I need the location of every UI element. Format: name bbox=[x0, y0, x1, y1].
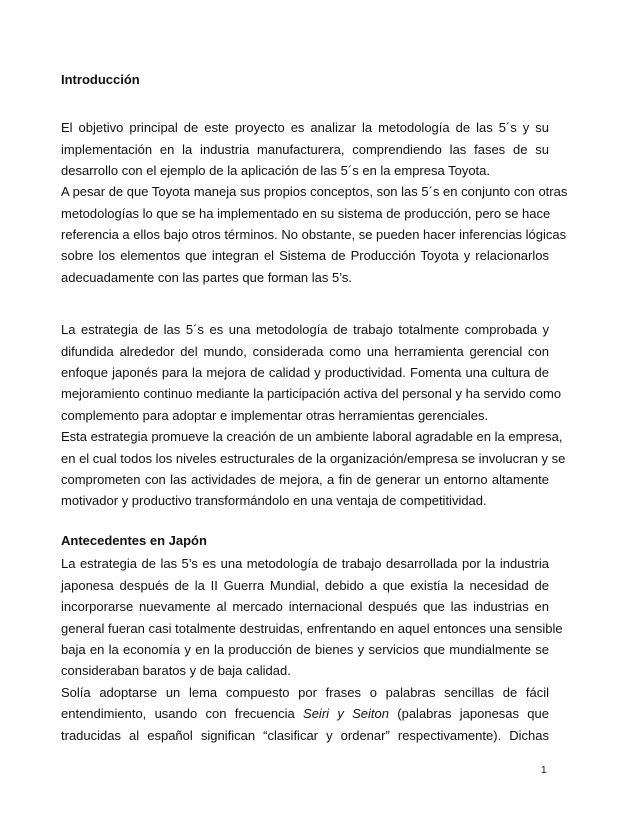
japan-heading: Antecedentes en Japón bbox=[61, 533, 207, 548]
text-line: motivador y productivo transformándolo en una ventaja de competitividad. bbox=[61, 493, 487, 508]
text-line: metodologías lo que se ha implementado en su sistema de producción, pero se hace bbox=[61, 206, 551, 221]
text-segment: entendimiento, usando con frecuencia bbox=[61, 706, 304, 721]
text-line: El objetivo principal de este proyecto es analizar la metodología de las 5´s y su bbox=[61, 120, 549, 135]
text-segment: (palabras japonesas que bbox=[388, 706, 550, 721]
text-line: A pesar de que Toyota maneja sus propios conceptos, son las 5´s en conjunto con otras bbox=[61, 184, 568, 199]
text-line: traducidas al español significan “clasificar y ordenar” respectivamente). Dichas bbox=[61, 728, 549, 743]
text-line: adecuadamente con las partes que forman las 5’s. bbox=[61, 270, 352, 285]
text-line: mejoramiento continuo mediante la participación activa del personal y ha servido como bbox=[61, 386, 562, 401]
text-line: Esta estrategia promueve la creación de un ambiente laboral agradable en la empresa, bbox=[61, 429, 563, 444]
text-line: baja en la economía y en la producción de bienes y servicios que mundialmente se bbox=[61, 642, 549, 657]
text-line: sobre los elementos que integran el Sistema de Producción Toyota y relacionarlos bbox=[61, 248, 549, 263]
page-number: 1 bbox=[541, 765, 547, 776]
text-line: La estrategia de las 5´s es una metodología de trabajo totalmente comprobada y bbox=[61, 322, 549, 337]
text-line: comprometen con las actividades de mejora, a fin de generar un entorno altamente bbox=[61, 472, 549, 487]
text-line: consideraban baratos y de baja calidad. bbox=[61, 663, 291, 678]
text-line: general fueran casi totalmente destruidas, enfrentando en aquel entonces una sensible bbox=[61, 621, 563, 636]
text-line: difundida alrededor del mundo, considerada como una herramienta gerencial con bbox=[61, 344, 549, 359]
text-line: complemento para adoptar e implementar otras herramientas gerenciales. bbox=[61, 408, 489, 423]
text-line-with-italic bbox=[61, 706, 549, 722]
text-line: en el cual todos los niveles estructurales de la organización/empresa se involucran y se bbox=[61, 451, 566, 466]
text-line: Solía adoptarse un lema compuesto por frases o palabras sencillas de fácil bbox=[61, 685, 549, 700]
text-line: japonesa después de la II Guerra Mundial, debido a que existía la necesidad de bbox=[61, 578, 549, 593]
intro-heading: Introducción bbox=[61, 72, 140, 87]
text-line: La estrategia de las 5’s es una metodología de trabajo desarrollada por la industria bbox=[61, 556, 549, 571]
text-line: implementación en la industria manufacturera, comprendiendo las fases de su bbox=[61, 142, 549, 157]
text-line: enfoque japonés para la mejora de calidad y productividad. Fomenta una cultura de bbox=[61, 365, 549, 380]
text-line: incorporarse nuevamente al mercado internacional después que las industrias en bbox=[61, 599, 549, 614]
italic-terms: Seiri y Seiton bbox=[303, 706, 389, 721]
text-line: referencia a ellos bajo otros términos. No obstante, se pueden hacer inferencias lógicas bbox=[61, 227, 567, 242]
text-line: desarrollo con el ejemplo de la aplicación de las 5´s en la empresa Toyota. bbox=[61, 163, 491, 178]
